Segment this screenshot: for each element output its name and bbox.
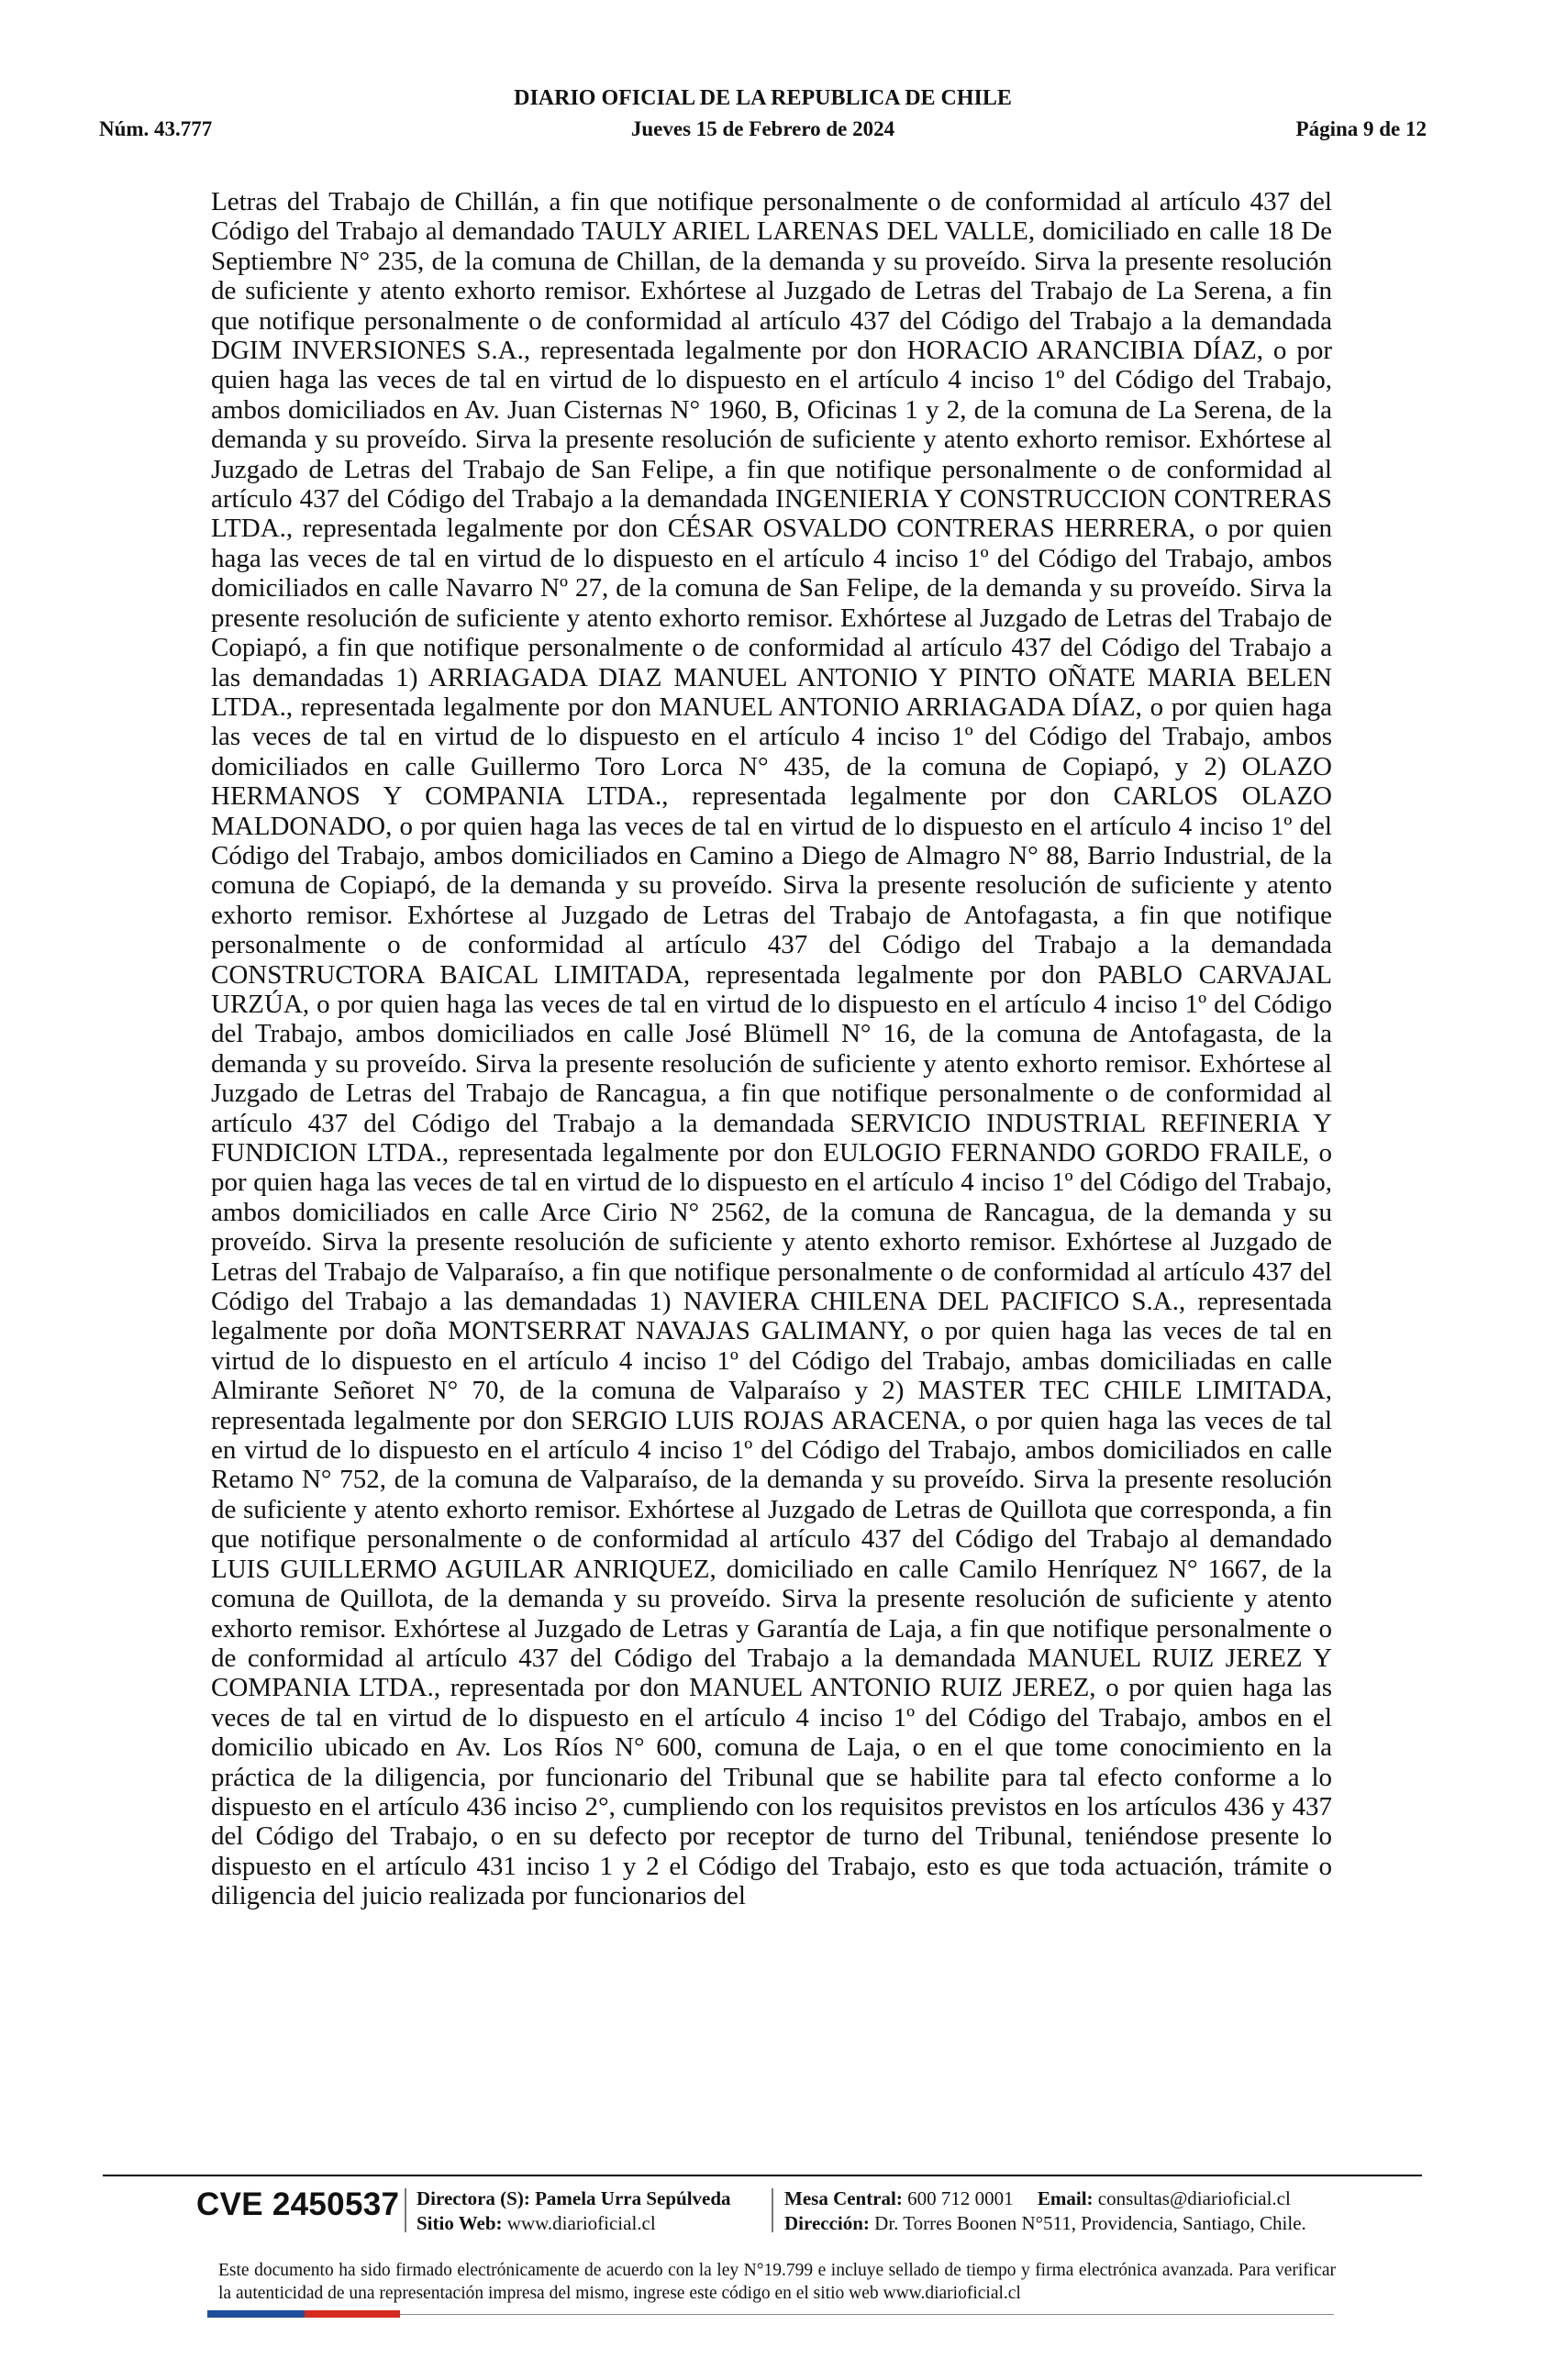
page-number: Página 9 de 12 — [1295, 117, 1427, 140]
sitio-link[interactable]: www.diarioficial.cl — [506, 2212, 656, 2234]
flag-bar-blue — [207, 2310, 305, 2318]
footer-separator — [405, 2188, 406, 2232]
mesa-value: 600 712 0001 — [907, 2187, 1014, 2209]
issue-number: Núm. 43.777 — [99, 117, 213, 140]
footer-contact-right — [784, 2186, 1306, 2236]
legal-notice: Este documento ha sido firmado electrónicamente de acuerdo con la ley N°19.799 e incluye sellado de tiempo y firma electrónica avanzada. Para verificar la autenticidad de una representación impresa del mismo, ingrese este código en el sitio web www.diarioficial.cl — [218, 2261, 1336, 2303]
email-label: Email: — [1037, 2187, 1094, 2209]
bottom-divider — [400, 2314, 1334, 2315]
footer-separator — [772, 2188, 773, 2232]
page-header — [99, 86, 1427, 150]
publication-title: DIARIO OFICIAL DE LA REPUBLICA DE CHILE — [514, 86, 1012, 110]
email-link[interactable]: consultas@diarioficial.cl — [1097, 2187, 1291, 2209]
direccion-value: Dr. Torres Boonen N°511, Providencia, Santiago, Chile. — [874, 2212, 1306, 2234]
cve-code: CVE 2450537 — [196, 2186, 400, 2222]
footer-divider — [103, 2175, 1422, 2176]
issue-date: Jueves 15 de Febrero de 2024 — [630, 117, 895, 140]
body-paragraph: Letras del Trabajo de Chillán, a fin que notifique personalmente o de conformidad al artículo 437 del Código del Trabajo al demandado TAULY ARIEL LARENAS DEL VALLE, domiciliado en calle 18 De Septiembre N° 235, de la comuna de Chillan, de la demanda y su proveído. Sirva la presente resolución de suficiente y atento exhorto remisor. Exhórtese al Juzgado de Letras del Trabajo de La Serena, a fin que notifique personalmente o de conformidad al artículo 437 del Código del Trabajo a la demandada DGIM INVERSIONES S.A., representada legalmente por don HORACIO ARANCIBIA DÍAZ, o por quien haga las veces de tal en virtud de lo dispuesto en el artículo 4 inciso 1º del Código del Trabajo, ambos domiciliados en Av. Juan Cisternas N° 1960, B, Oficinas 1 y 2, de la comuna de La Serena, de la demanda y su proveído. Sirva la presente resolución de suficiente y atento exhorto remisor. Exhórtese al Juzgado de Letras del Trabajo de San Felipe, a fin que notifique personalmente o de conformidad al artículo 437 del Código del Trabajo a la demandada INGENIERIA Y CONSTRUCCION CONTRERAS LTDA., representada legalmente por don CÉSAR OSVALDO CONTRERAS HERRERA, o por quien haga las veces de tal en virtud de lo dispuesto en el artículo 4 inciso 1º del Código del Trabajo, ambos domiciliados en calle Navarro Nº 27, de la comuna de San Felipe, de la demanda y su proveído. Sirva la presente resolución de suficiente y atento exhorto remisor. Exhórtese al Juzgado de Letras del Trabajo de Copiapó, a fin que notifique personalmente o de conformidad al artículo 437 del Código del Trabajo a las demandadas 1) ARRIAGADA DIAZ MANUEL ANTONIO Y PINTO OÑATE MARIA BELEN LTDA., representada legalmente por don MANUEL ANTONIO ARRIAGADA DÍAZ, o por quien haga las veces de tal en virtud de lo dispuesto en el artículo 4 inciso 1º del Código del Trabajo, ambos domiciliados en calle Guillermo Toro Lorca N° 435, de la comuna de Copiapó, y 2) OLAZO HERMANOS Y COMPANIA LTDA., representada legalmente por don CARLOS OLAZO MALDONADO, o por quien haga las veces de tal en virtud de lo dispuesto en el artículo 4 inciso 1º del Código del Trabajo, ambos domiciliados en Camino a Diego de Almagro N° 88, Barrio Industrial, de la comuna de Copiapó, de la demanda y su proveído. Sirva la presente resolución de suficiente y atento exhorto remisor. Exhórtese al Juzgado de Letras del Trabajo de Antofagasta, a fin que notifique personalmente o de conformidad al artículo 437 del Código del Trabajo a la demandada CONSTRUCTORA BAICAL LIMITADA, representada legalmente por don PABLO CARVAJAL URZÚA, o por quien haga las veces de tal en virtud de lo dispuesto en el artículo 4 inciso 1º del Código del Trabajo, ambos domiciliados en calle José Blümell N° 16, de la comuna de Antofagasta, de la demanda y su proveído. Sirva la presente resolución de suficiente y atento exhorto remisor. Exhórtese al Juzgado de Letras del Trabajo de Rancagua, a fin que notifique personalmente o de conformidad al artículo 437 del Código del Trabajo a la demandada SERVICIO INDUSTRIAL REFINERIA Y FUNDICION LTDA., representada legalmente por don EULOGIO FERNANDO GORDO FRAILE, o por quien haga las veces de tal en virtud de lo dispuesto en el artículo 4 inciso 1º del Código del Trabajo, ambos domiciliados en calle Arce Cirio N° 2562, de la comuna de Rancagua, de la demanda y su proveído. Sirva la presente resolución de suficiente y atento exhorto remisor. Exhórtese al Juzgado de Letras del Trabajo de Valparaíso, a fin que notifique personalmente o de conformidad al artículo 437 del Código del Trabajo a las demandadas 1) NAVIERA CHILENA DEL PACIFICO S.A., representada legalmente por doña MONTSERRAT NAVAJAS GALIMANY, o por quien haga las veces de tal en virtud de lo dispuesto en el artículo 4 inciso 1º del Código del Trabajo, ambas domiciliadas en calle Almirante Señoret N° 70, de la comuna de Valparaíso y 2) MASTER TEC CHILE LIMITADA, representada legalmente por don SERGIO LUIS ROJAS ARACENA, o por quien haga las veces de tal en virtud de lo dispuesto en el artículo 4 inciso 1º del Código del Trabajo, ambos domiciliados en calle Retamo N° 752, de la comuna de Valparaíso, de la demanda y su proveído. Sirva la presente resolución de suficiente y atento exhorto remisor. Exhórtese al Juzgado de Letras de Quillota que corresponda, a fin que notifique personalmente o de conformidad al artículo 437 del Código del Trabajo al demandado LUIS GUILLERMO AGUILAR ANRIQUEZ, domiciliado en calle Camilo Henríquez N° 1667, de la comuna de Quillota, de la demanda y su proveído. Sirva la presente resolución de suficiente y atento exhorto remisor. Exhórtese al Juzgado de Letras y Garantía de Laja, a fin que notifique personalmente o de conformidad al artículo 437 del Código del Trabajo a la demandada MANUEL RUIZ JEREZ Y COMPANIA LTDA., representada por don MANUEL ANTONIO RUIZ JEREZ, o por quien haga las veces de tal en virtud de lo dispuesto en el artículo 4 inciso 1º del Código del Trabajo, ambos en el domicilio ubicado en Av. Los Ríos N° 600, comuna de Laja, o en el que tome conocimiento en la práctica de la diligencia, por funcionario del Tribunal que se habilite para tal efecto conforme a lo dispuesto en el artículo 436 inciso 2°, cumpliendo con los requisitos previstos en los artículos 436 y 437 del Código del Trabajo, o en su defecto por receptor de turno del Tribunal, teniéndose presente lo dispuesto en el artículo 431 inciso 1 y 2 el Código del Trabajo, esto es que toda actuación, trámite o diligencia del juicio realizada por funcionarios del — [211, 187, 1332, 1911]
flag-bar-red — [305, 2310, 400, 2318]
sitio-label: Sitio Web: — [417, 2212, 503, 2234]
footer-contact-left — [417, 2186, 731, 2236]
directora-value: Pamela Urra Sepúlveda — [535, 2187, 731, 2209]
directora-label: Directora (S): — [417, 2187, 530, 2209]
direccion-label: Dirección: — [784, 2212, 870, 2234]
mesa-label: Mesa Central: — [784, 2187, 903, 2209]
